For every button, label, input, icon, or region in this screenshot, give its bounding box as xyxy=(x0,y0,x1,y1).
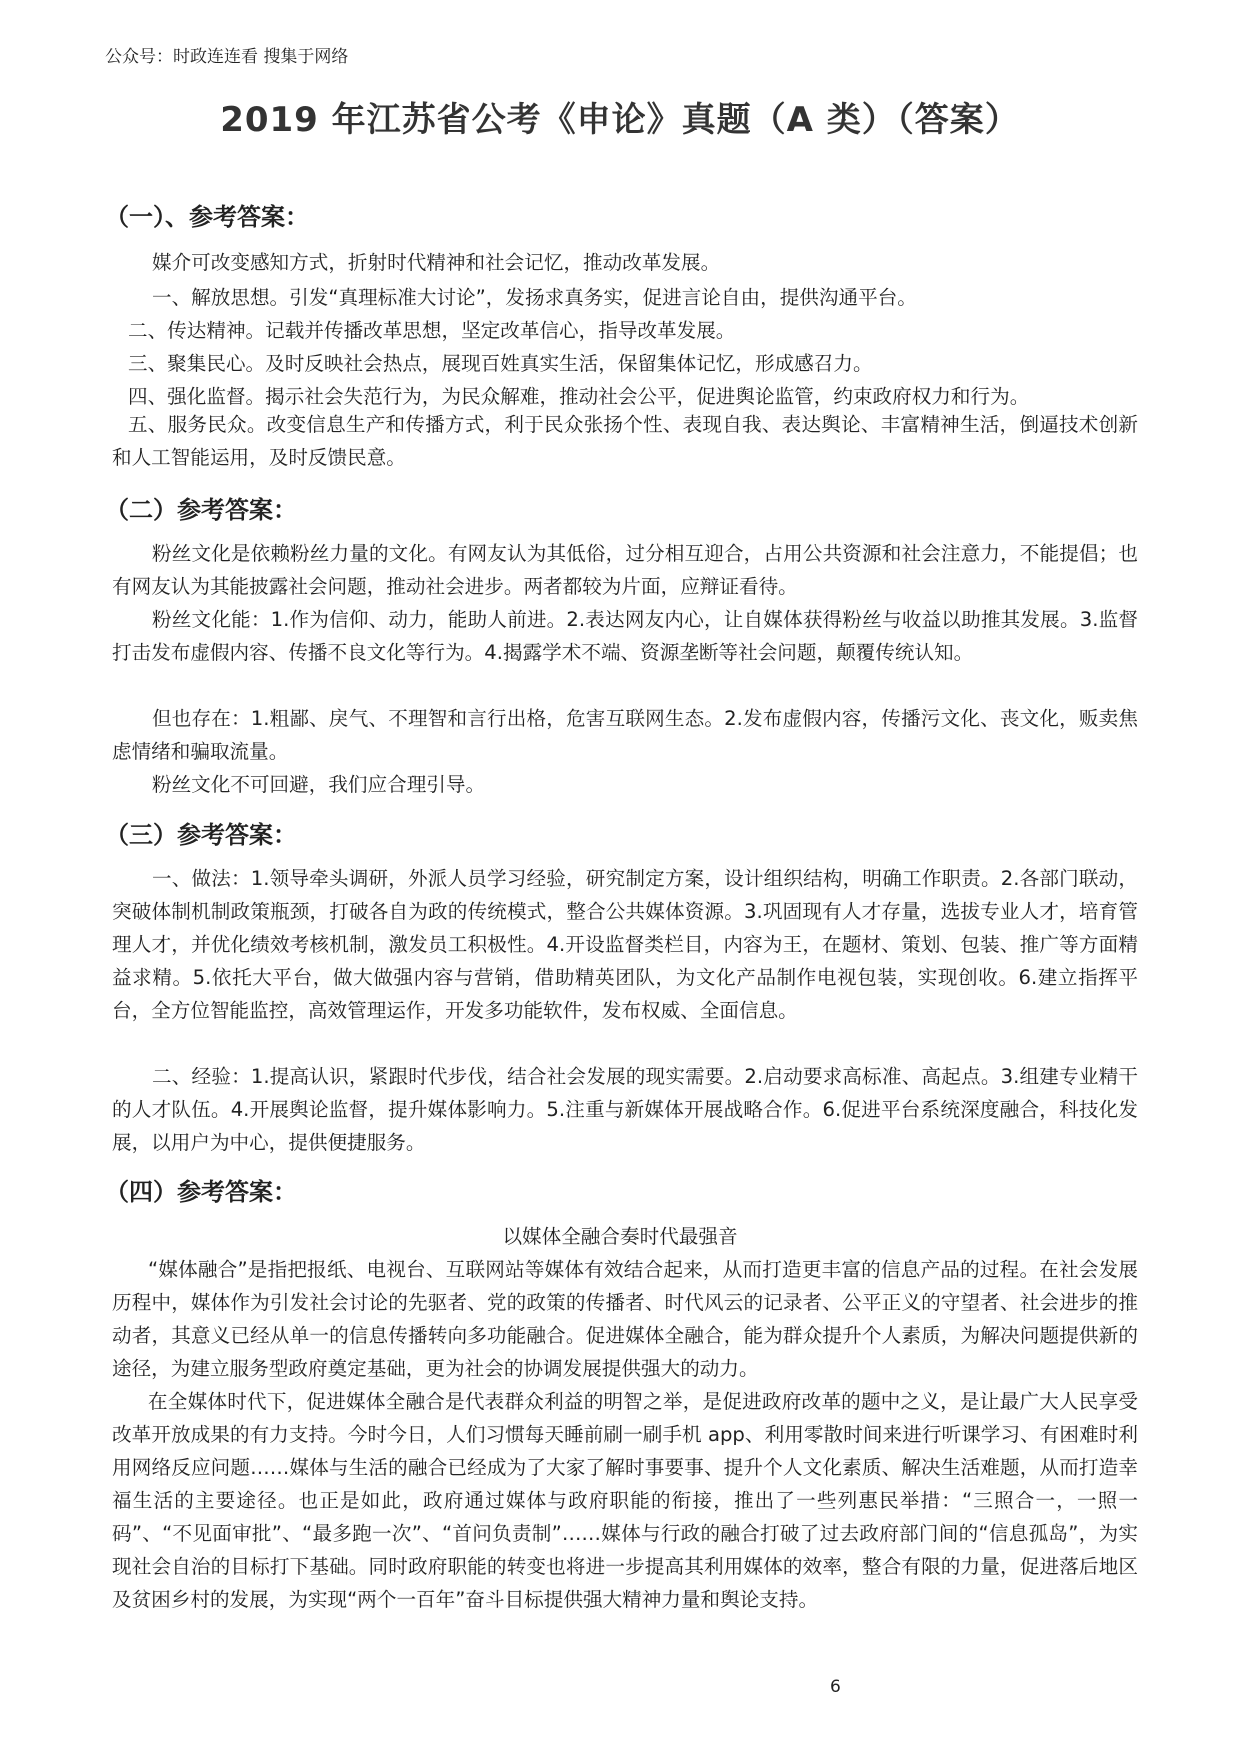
section-2-para-4: 粉丝文化不可回避，我们应合理引导。 xyxy=(152,773,486,796)
section-1-para-2: 一、解放思想。引发“真理标准大讨论”，发扬求真务实，促进言论自由，提供沟通平台。 xyxy=(152,286,917,309)
page-number: 6 xyxy=(830,1677,841,1697)
section-1-para-4: 三、聚集民心。及时反映社会热点，展现百姓真实生活，保留集体记忆，形成感召力。 xyxy=(128,352,873,375)
section-1-para-5: 四、强化监督。揭示社会失范行为，为民众解难，推动社会公平，促进舆论监管，约束政府权力和行为。 xyxy=(128,385,1030,408)
section-4-para-2: 在全媒体时代下，促进媒体全融合是代表群众利益的明智之举，是促进政府改革的题中之义，是让最广大人民享受改革开放成果的有力支持。今时今日，人们习惯每天睡前刷一刷手机 app、利用零散时间来进行听课学习、有困难时利用网络反应问题……媒体与生活的融合已经成为了大家了解时事要事、提升个人文化素质、解决生活难题，从而打造幸福生活的主要途径。也正是如此，政府通过媒体与政府职能的衔接，推出了一些列惠民举措：“三照合一，一照一码”、“不见面审批”、“最多跑一次”、“首问负责制”……媒体与行政的融合打破了过去政府部门间的“信息孤岛”，为实现社会自治的目标打下基础。同时政府职能的转变也将进一步提高其利用媒体的效率，整合有限的力量，促进落后地区及贫困乡村的发展，为实现“两个一百年”奋斗目标提供强大精神力量和舆论支持。 xyxy=(112,1390,1138,1611)
header-note: 公众号：时政连连看 搜集于网络 xyxy=(105,47,349,67)
section-3-para-1: 一、做法：1.领导牵头调研，外派人员学习经验，研究制定方案，设计组织结构，明确工作职责。2.各部门联动，突破体制机制政策瓶颈，打破各自为政的传统模式，整合公共媒体资源。3.巩固现有人才存量，选拔专业人才，培育管理人才，并优化绩效考核机制，激发员工积极性。4.开设监督类栏目，内容为王，在题材、策划、包装、推广等方面精益求精。5.依托大平台，做大做强内容与营销，借助精英团队，为文化产品制作电视包装，实现创收。6.建立指挥平台，全方位智能监控，高效管理运作，开发多功能软件，发布权威、全面信息。 xyxy=(112,867,1138,1022)
section-2-heading: （二）参考答案： xyxy=(105,496,297,524)
section-3-heading: （三）参考答案： xyxy=(105,821,297,849)
section-1-para-3: 二、传达精神。记载并传播改革思想，坚定改革信心，指导改革发展。 xyxy=(128,319,736,342)
section-2-para-2: 粉丝文化能：1.作为信仰、动力，能助人前进。2.表达网友内心，让自媒体获得粉丝与收益以助推其发展。3.监督打击发布虚假内容、传播不良文化等行为。4.揭露学术不端、资源垄断等社会问题，颠覆传统认知。 xyxy=(112,608,1138,664)
section-4-heading: （四）参考答案： xyxy=(105,1178,297,1206)
section-1-para-6: 五、服务民众。改变信息生产和传播方式，利于民众张扬个性、表现自我、表达舆论、丰富精神生活，倒逼技术创新和人工智能运用，及时反馈民意。 xyxy=(112,413,1138,469)
section-2-para-3: 但也存在：1.粗鄙、戾气、不理智和言行出格，危害互联网生态。2.发布虚假内容，传播污文化、丧文化，贩卖焦虑情绪和骗取流量。 xyxy=(112,707,1138,763)
section-2-para-1: 粉丝文化是依赖粉丝力量的文化。有网友认为其低俗，过分相互迎合，占用公共资源和社会注意力，不能提倡；也有网友认为其能披露社会问题，推动社会进步。两者都较为片面，应辩证看待。 xyxy=(112,542,1138,598)
section-1-para-1: 媒介可改变感知方式，折射时代精神和社会记忆，推动改革发展。 xyxy=(152,251,721,274)
section-3-para-2: 二、经验：1.提高认识，紧跟时代步伐，结合社会发展的现实需要。2.启动要求高标准、高起点。3.组建专业精干的人才队伍。4.开展舆论监督，提升媒体影响力。5.注重与新媒体开展战略合作。6.促进平台系统深度融合，科技化发展，以用户为中心，提供便捷服务。 xyxy=(112,1065,1138,1154)
section-1-heading: （一）、参考答案： xyxy=(105,203,309,231)
section-4-para-1: “媒体融合”是指把报纸、电视台、互联网站等媒体有效结合起来，从而打造更丰富的信息产品的过程。在社会发展历程中，媒体作为引发社会讨论的先驱者、党的政策的传播者、时代风云的记录者、公平正义的守望者、社会进步的推动者，其意义已经从单一的信息传播转向多功能融合。促进媒体全融合，能为群众提升个人素质，为解决问题提供新的途径，为建立服务型政府奠定基础，更为社会的协调发展提供强大的动力。 xyxy=(112,1258,1138,1380)
document-title: 2019 年江苏省公考《申论》真题（A 类）（答案） xyxy=(220,100,1020,140)
essay-title: 以媒体全融合奏时代最强音 xyxy=(502,1225,738,1248)
